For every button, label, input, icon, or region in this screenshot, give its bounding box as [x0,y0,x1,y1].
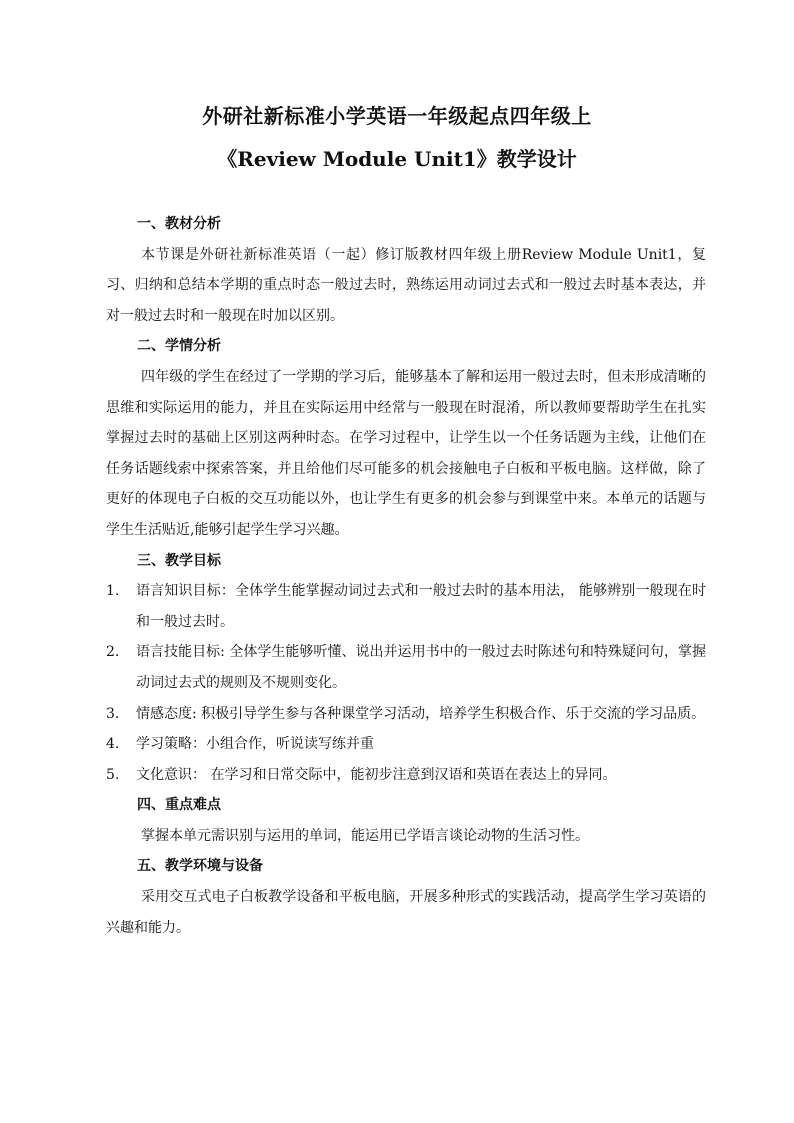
section-heading-key-difficulties: 四、重点难点 [137,797,221,814]
goal-number: 4. [106,736,120,753]
goal-number: 5. [106,766,120,783]
goal-text: 情感态度: 积极引导学生参与各种课堂学习活动，培养学生积极合作、乐于交流的学习品质。 [136,705,706,722]
document-body [106,209,706,943]
section-heading-teaching-goals: 三、教学目标 [137,552,221,569]
document-title: 外研社新标准小学英语一年级起点四年级上 [202,104,592,128]
section-text-key-difficulties: 掌握本单元需识别与运用的单词，能运用已学语言谈论动物的生活习性。 [141,827,589,844]
goal-number: 1. [106,583,120,600]
goal-text: 语言知识目标：全体学生能掌握动词过去式和一般过去时的基本用法， 能够辨别一般现在时和一般过去时。 [136,583,706,630]
goal-number: 3. [106,705,120,722]
document-subtitle: 《Review Module Unit1》教学设计 [217,147,577,171]
section-heading-environment: 五、教学环境与设备 [137,858,263,875]
goal-list-item [106,760,706,791]
section-heading-student-analysis: 二、学情分析 [137,338,221,355]
goal-text: 语言技能目标: 全体学生能够听懂、说出并运用书中的一般过去时陈述句和特殊疑问句，掌握动词过去式的规则及不规则变化。 [136,644,706,691]
goal-list-item [106,637,706,698]
goal-list-item [106,576,706,637]
goal-text: 学习策略：小组合作，听说读写练并重 [136,736,374,753]
section-heading-textbook-analysis: 一、教材分析 [137,216,221,232]
section-text-textbook-analysis: 本节课是外研社新标准英语（一起）修订版教材四年级上册Review Module Unit1，复习、归纳和总结本学期的重点时态一般过去时，熟练运用动词过去式和一般过去时基本表达，并对一般过去时和一般现在时加以区别。 [106,246,706,324]
goal-list-item [106,699,706,730]
section-text-student-analysis: 四年级的学生在经过了一学期的学习后，能够基本了解和运用一般过去时，但未形成清晰的思维和实际运用的能力，并且在实际运用中经常与一般现在时混淆，所以教师要帮助学生在扎实掌握过去时的基础上区别这两种时态。在学习过程中，让学生以一个任务话题为主线，让他们在任务话题线索中探索答案，并且给他们尽可能多的机会接触电子白板和平板电脑。这样做，除了更好的体现电子白板的交互功能以外，也让学生有更多的机会参与到课堂中来。本单元的话题与学生生活贴近,能够引起学生学习兴趣。 [106,368,706,538]
goal-list-item [106,729,706,760]
goal-text: 文化意识： 在学习和日常交际中，能初步注意到汉语和英语在表达上的异同。 [136,766,617,783]
section-text-environment: 采用交互式电子白板教学设备和平板电脑，开展多种形式的实践活动，提高学生学习英语的兴趣和能力。 [106,889,706,936]
goal-number: 2. [106,644,120,661]
